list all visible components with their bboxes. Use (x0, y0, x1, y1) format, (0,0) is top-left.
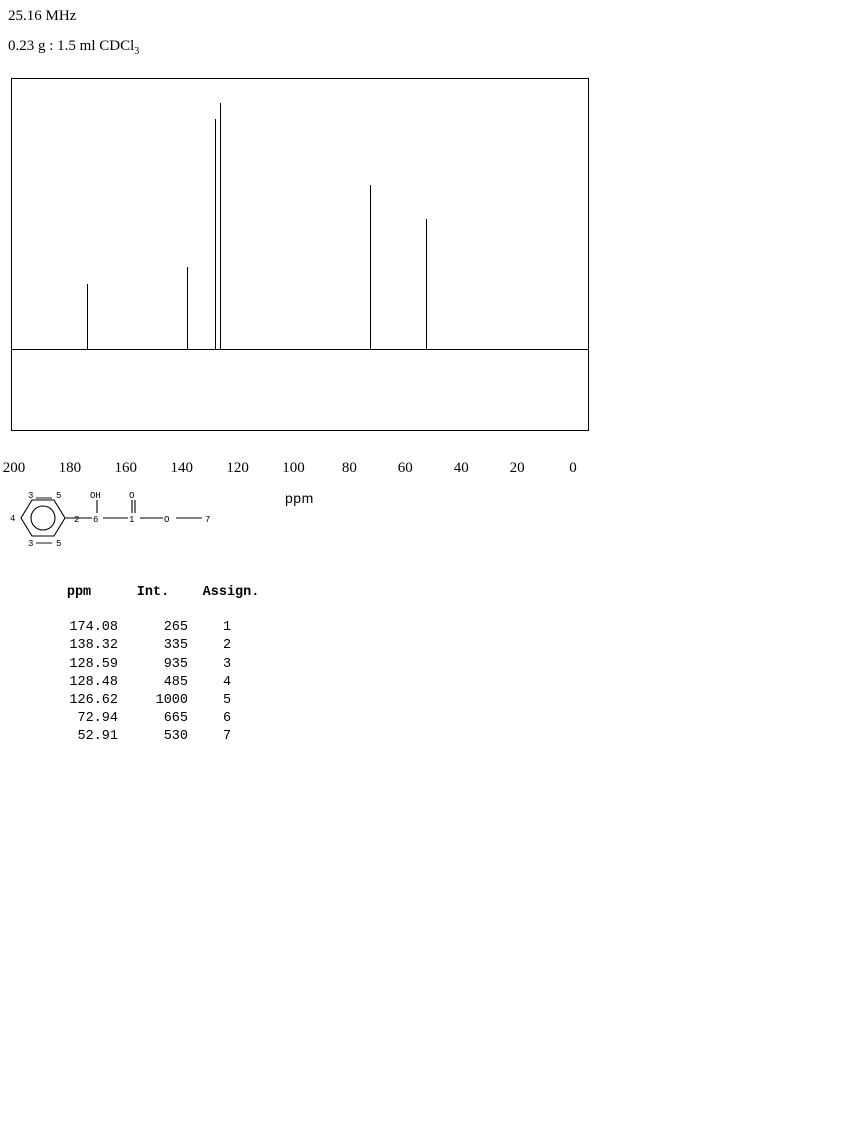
table-row (40, 637, 274, 655)
aromatic-circle (31, 506, 55, 530)
cell-ppm: 72.94 (77, 711, 118, 727)
header-ppm: ppm (66, 585, 92, 600)
baseline (12, 349, 588, 350)
header-assign: Assign. (202, 585, 260, 600)
concentration-text: 0.23 g : 1.5 ml CDCl (8, 38, 135, 54)
spectrum-peak (187, 267, 188, 349)
frequency-text: 25.16 MHz (8, 8, 77, 24)
table-row (40, 710, 274, 728)
label-o-carbonyl: O (129, 491, 135, 501)
cell-int: 1000 (155, 693, 188, 709)
x-axis (2, 432, 589, 476)
table-row (40, 674, 274, 692)
label-2: 2 (74, 515, 80, 525)
cell-assign: 3 (222, 656, 232, 672)
table-row (40, 728, 274, 746)
table-row (40, 692, 274, 710)
cell-ppm: 138.32 (69, 638, 118, 654)
benzene-hexagon (21, 500, 65, 536)
header-int: Int. (136, 585, 170, 600)
label-4: 4 (10, 514, 16, 524)
cell-ppm: 128.48 (69, 674, 118, 690)
x-tick-label: 140 (170, 460, 193, 476)
cell-assign: 7 (222, 729, 232, 745)
table-header-row (40, 584, 274, 619)
cell-assign: 5 (222, 693, 232, 709)
label-3-bottom: 3 (28, 539, 34, 549)
cell-int: 530 (163, 729, 188, 745)
frequency-label (8, 8, 76, 25)
molecular-structure (8, 488, 248, 563)
label-5-bottom: 5 (56, 539, 62, 549)
table-row (40, 656, 274, 674)
spectrum-peak (220, 103, 221, 349)
cell-int: 335 (163, 638, 188, 654)
cell-assign: 2 (222, 638, 232, 654)
label-3-top: 3 (28, 491, 34, 501)
x-tick-label: 20 (509, 460, 525, 476)
label-5-top: 5 (56, 491, 62, 501)
label-7: 7 (205, 515, 211, 525)
concentration-label (8, 38, 139, 57)
x-tick-label: 120 (226, 460, 249, 476)
x-tick-label: 200 (2, 460, 26, 476)
x-tick-label: 80 (341, 460, 357, 476)
x-tick-label: 100 (282, 460, 305, 476)
cell-ppm: 128.59 (69, 656, 118, 672)
cell-int: 265 (163, 620, 188, 636)
spectrum-peak (370, 185, 371, 349)
x-tick-label: 160 (114, 460, 138, 476)
cell-assign: 6 (222, 711, 232, 727)
spectrum-plot (11, 78, 589, 431)
label-oh: OH (90, 491, 101, 501)
x-tick-label: 60 (397, 460, 413, 476)
cell-ppm: 52.91 (77, 729, 118, 745)
spectrum-peak (426, 219, 427, 349)
peak-assignment-table (40, 584, 274, 747)
cell-int: 665 (163, 711, 188, 727)
x-tick-label: 180 (58, 460, 82, 476)
cell-assign: 4 (222, 674, 232, 690)
x-tick-label: 40 (453, 460, 469, 476)
label-1: 1 (129, 515, 135, 525)
spectrum-peak (215, 230, 216, 349)
table-body (40, 619, 274, 746)
cell-assign: 1 (222, 620, 232, 636)
cell-int: 935 (163, 656, 188, 672)
table-row (40, 619, 274, 637)
spectrum-peak (87, 284, 88, 349)
x-tick-label: 0 (569, 460, 577, 476)
cell-ppm: 126.62 (69, 693, 118, 709)
concentration-subscript: 3 (134, 46, 140, 57)
structure-svg (8, 488, 248, 563)
cell-int: 485 (163, 674, 188, 690)
x-axis-unit-label: ppm (285, 490, 314, 506)
cell-ppm: 174.08 (69, 620, 118, 636)
label-6: 6 (93, 515, 99, 525)
label-o-ester: O (164, 515, 170, 525)
